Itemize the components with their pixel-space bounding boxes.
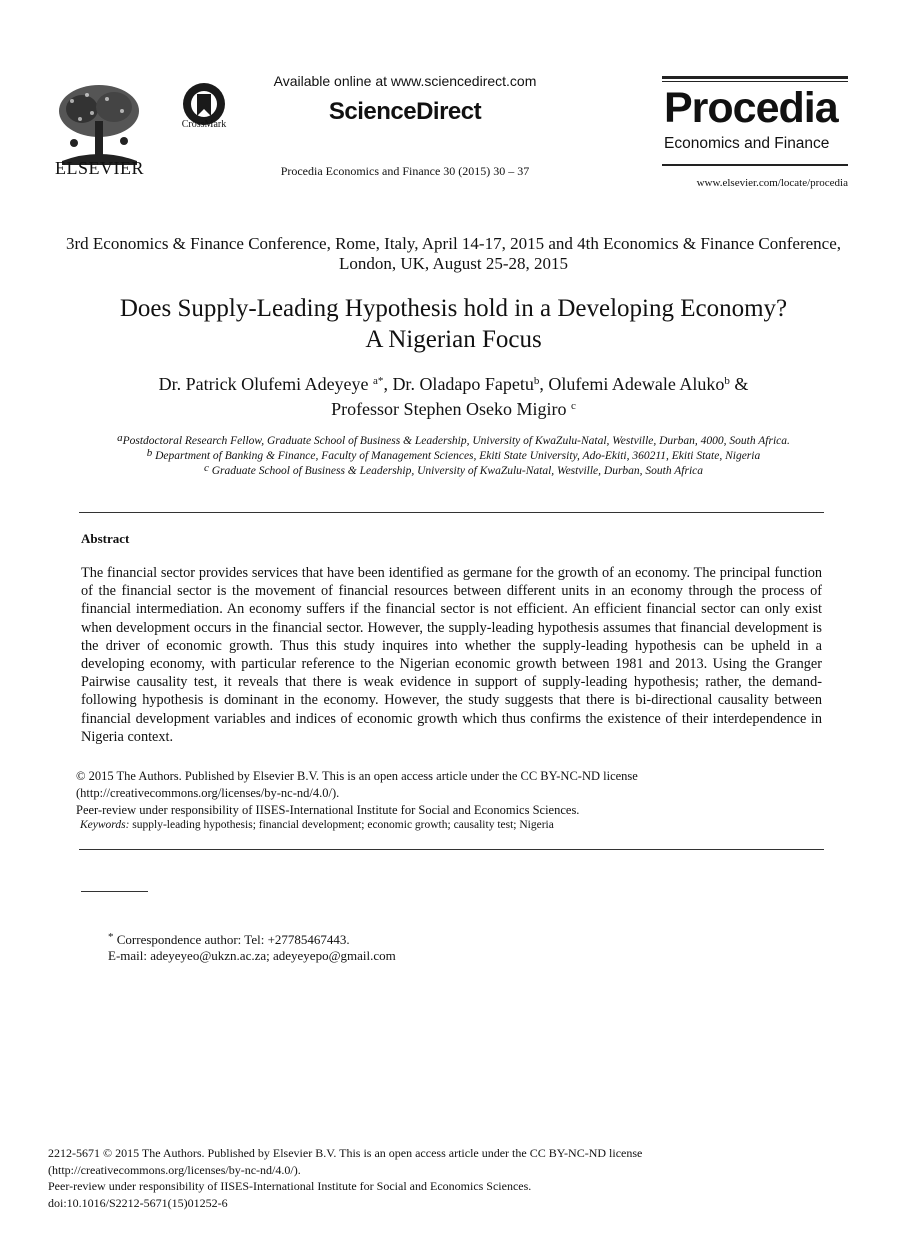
footnote-rule bbox=[81, 891, 148, 892]
journal-url-link[interactable]: www.elsevier.com/locate/procedia bbox=[696, 177, 848, 189]
footer-issn-line: 2212-5671 © 2015 The Authors. Published by Elsevier B.V. This is an open access article under the CC BY-NC-ND license bbox=[48, 1146, 643, 1160]
affiliation-item bbox=[90, 449, 817, 464]
author-name: Olufemi Adewale Aluko bbox=[548, 374, 725, 394]
footer-peer-review: Peer-review under responsibility of IISES-International Institute for Social and Economics Sciences. bbox=[48, 1179, 532, 1193]
crossmark-label: CrossMark bbox=[181, 119, 227, 130]
footnote-phone: Correspondence author: Tel: +27785467443. bbox=[113, 932, 350, 947]
affiliations bbox=[90, 434, 817, 479]
affil-text: Department of Banking & Finance, Faculty of Management Sciences, Ekiti State University, Ado-Ekiti, 360211, Ekiti State, Nigeria bbox=[152, 450, 761, 462]
procedia-rule-top-thin bbox=[662, 81, 848, 82]
abstract-top-rule bbox=[79, 512, 824, 513]
author-name: Dr. Patrick Olufemi Adeyeye bbox=[158, 374, 374, 394]
keywords-list: supply-leading hypothesis; financial development; economic growth; causality test; Nigeria bbox=[129, 819, 554, 831]
footer-doi[interactable]: doi:10.1016/S2212-5671(15)01252-6 bbox=[48, 1195, 228, 1210]
journal-brand: Procedia bbox=[664, 84, 838, 132]
author-separator: , bbox=[383, 374, 393, 394]
publisher-name: ELSEVIER bbox=[55, 158, 144, 178]
procedia-rule-top bbox=[662, 76, 848, 79]
affiliation-item bbox=[90, 434, 817, 449]
footer-license-link[interactable]: (http://creativecommons.org/licenses/by-nc-nd/4.0/). bbox=[48, 1162, 301, 1177]
author-affil-mark: b bbox=[533, 375, 540, 387]
author-name: Professor Stephen Oseko Migiro bbox=[331, 399, 572, 419]
keywords bbox=[80, 819, 824, 831]
author-affil-mark: a* bbox=[373, 375, 384, 387]
author-name: Dr. Oladapo Fapetu bbox=[392, 374, 534, 394]
affil-mark: b bbox=[146, 447, 153, 459]
journal-reference: Procedia Economics and Finance 30 (2015) 30 – 37 bbox=[280, 164, 530, 178]
procedia-rule-bottom bbox=[662, 164, 848, 166]
peer-review-note: Peer-review under responsibility of IISES-International Institute for Social and Economics Sciences. bbox=[76, 803, 580, 817]
abstract-bottom-rule bbox=[79, 849, 824, 850]
footnote-mark: * bbox=[108, 931, 114, 943]
abstract-heading: Abstract bbox=[81, 531, 130, 546]
affiliation-item bbox=[90, 464, 817, 479]
title-line-2: A Nigerian Focus bbox=[365, 326, 542, 353]
abstract-text: The financial sector provides services that have been identified as germane for the growth of an economy. The principal function of the financial sector is the movement of financial resources between different units in an economy through the process of financial intermediation. An economy suffers if the financial sector is not efficient. An efficient financial sector can only exist when development occurs in the financial sector. However, the supply-leading hypothesis assumes that financial development is the driver of economic growth. Thus this study inquires into whether the supply-leading hypothesis can be upheld in a developing economy, with particular reference to the Nigerian economic growth between 1981 and 2013. Using the Granger Pairwise causality test, it reveals that there is weak evidence in support of supply-leading hypothesis; rather, the demand-following hypothesis is dominant in the economy. However, the study suggests that there is bi-directional causality between financial development variables and indices of economic growth which thus confirms the existence of their interdependence in Nigeria context. bbox=[81, 565, 822, 745]
footnote-email[interactable]: E-mail: adeyeyeo@ukzn.ac.za; adeyeyepo@gmail.com bbox=[108, 948, 396, 963]
affil-text: Postdoctoral Research Fellow, Graduate School of Business & Leadership, University of KwaZulu-Natal, Westville, Durban, 4000, South Africa. bbox=[122, 435, 790, 447]
copyright-block bbox=[76, 768, 824, 819]
page-footer bbox=[48, 1145, 848, 1211]
author-list bbox=[40, 372, 867, 422]
title-line-1: Does Supply-Leading Hypothesis hold in a Developing Economy? bbox=[119, 295, 788, 322]
author-affil-mark: c bbox=[571, 400, 576, 412]
sciencedirect-logo-text: ScienceDirect bbox=[328, 98, 482, 125]
author-separator: & bbox=[729, 374, 749, 394]
license-link[interactable]: (http://creativecommons.org/licenses/by-nc-nd/4.0/). bbox=[76, 786, 340, 800]
copyright-line: © 2015 The Authors. Published by Elsevier B.V. This is an open access article under the CC BY-NC-ND license bbox=[76, 769, 638, 783]
available-online-link[interactable]: Available online at www.sciencedirect.com bbox=[273, 73, 537, 89]
journal-subtitle: Economics and Finance bbox=[664, 135, 830, 152]
correspondence-footnote bbox=[108, 932, 708, 964]
affil-mark: c bbox=[203, 462, 209, 474]
keywords-label: Keywords: bbox=[80, 819, 130, 831]
author-separator: , bbox=[539, 374, 549, 394]
author-affil-mark: b bbox=[724, 375, 730, 387]
affil-text: Graduate School of Business & Leadership, University of KwaZulu-Natal, Westville, Durban, South Africa bbox=[208, 465, 704, 477]
affil-mark: a bbox=[117, 432, 123, 444]
conference-info: 3rd Economics & Finance Conference, Rome, Italy, April 14-17, 2015 and 4th Economics & Finance Conference, London, UK, August 25-28, 2015 bbox=[65, 234, 842, 273]
paper-title bbox=[40, 293, 867, 355]
